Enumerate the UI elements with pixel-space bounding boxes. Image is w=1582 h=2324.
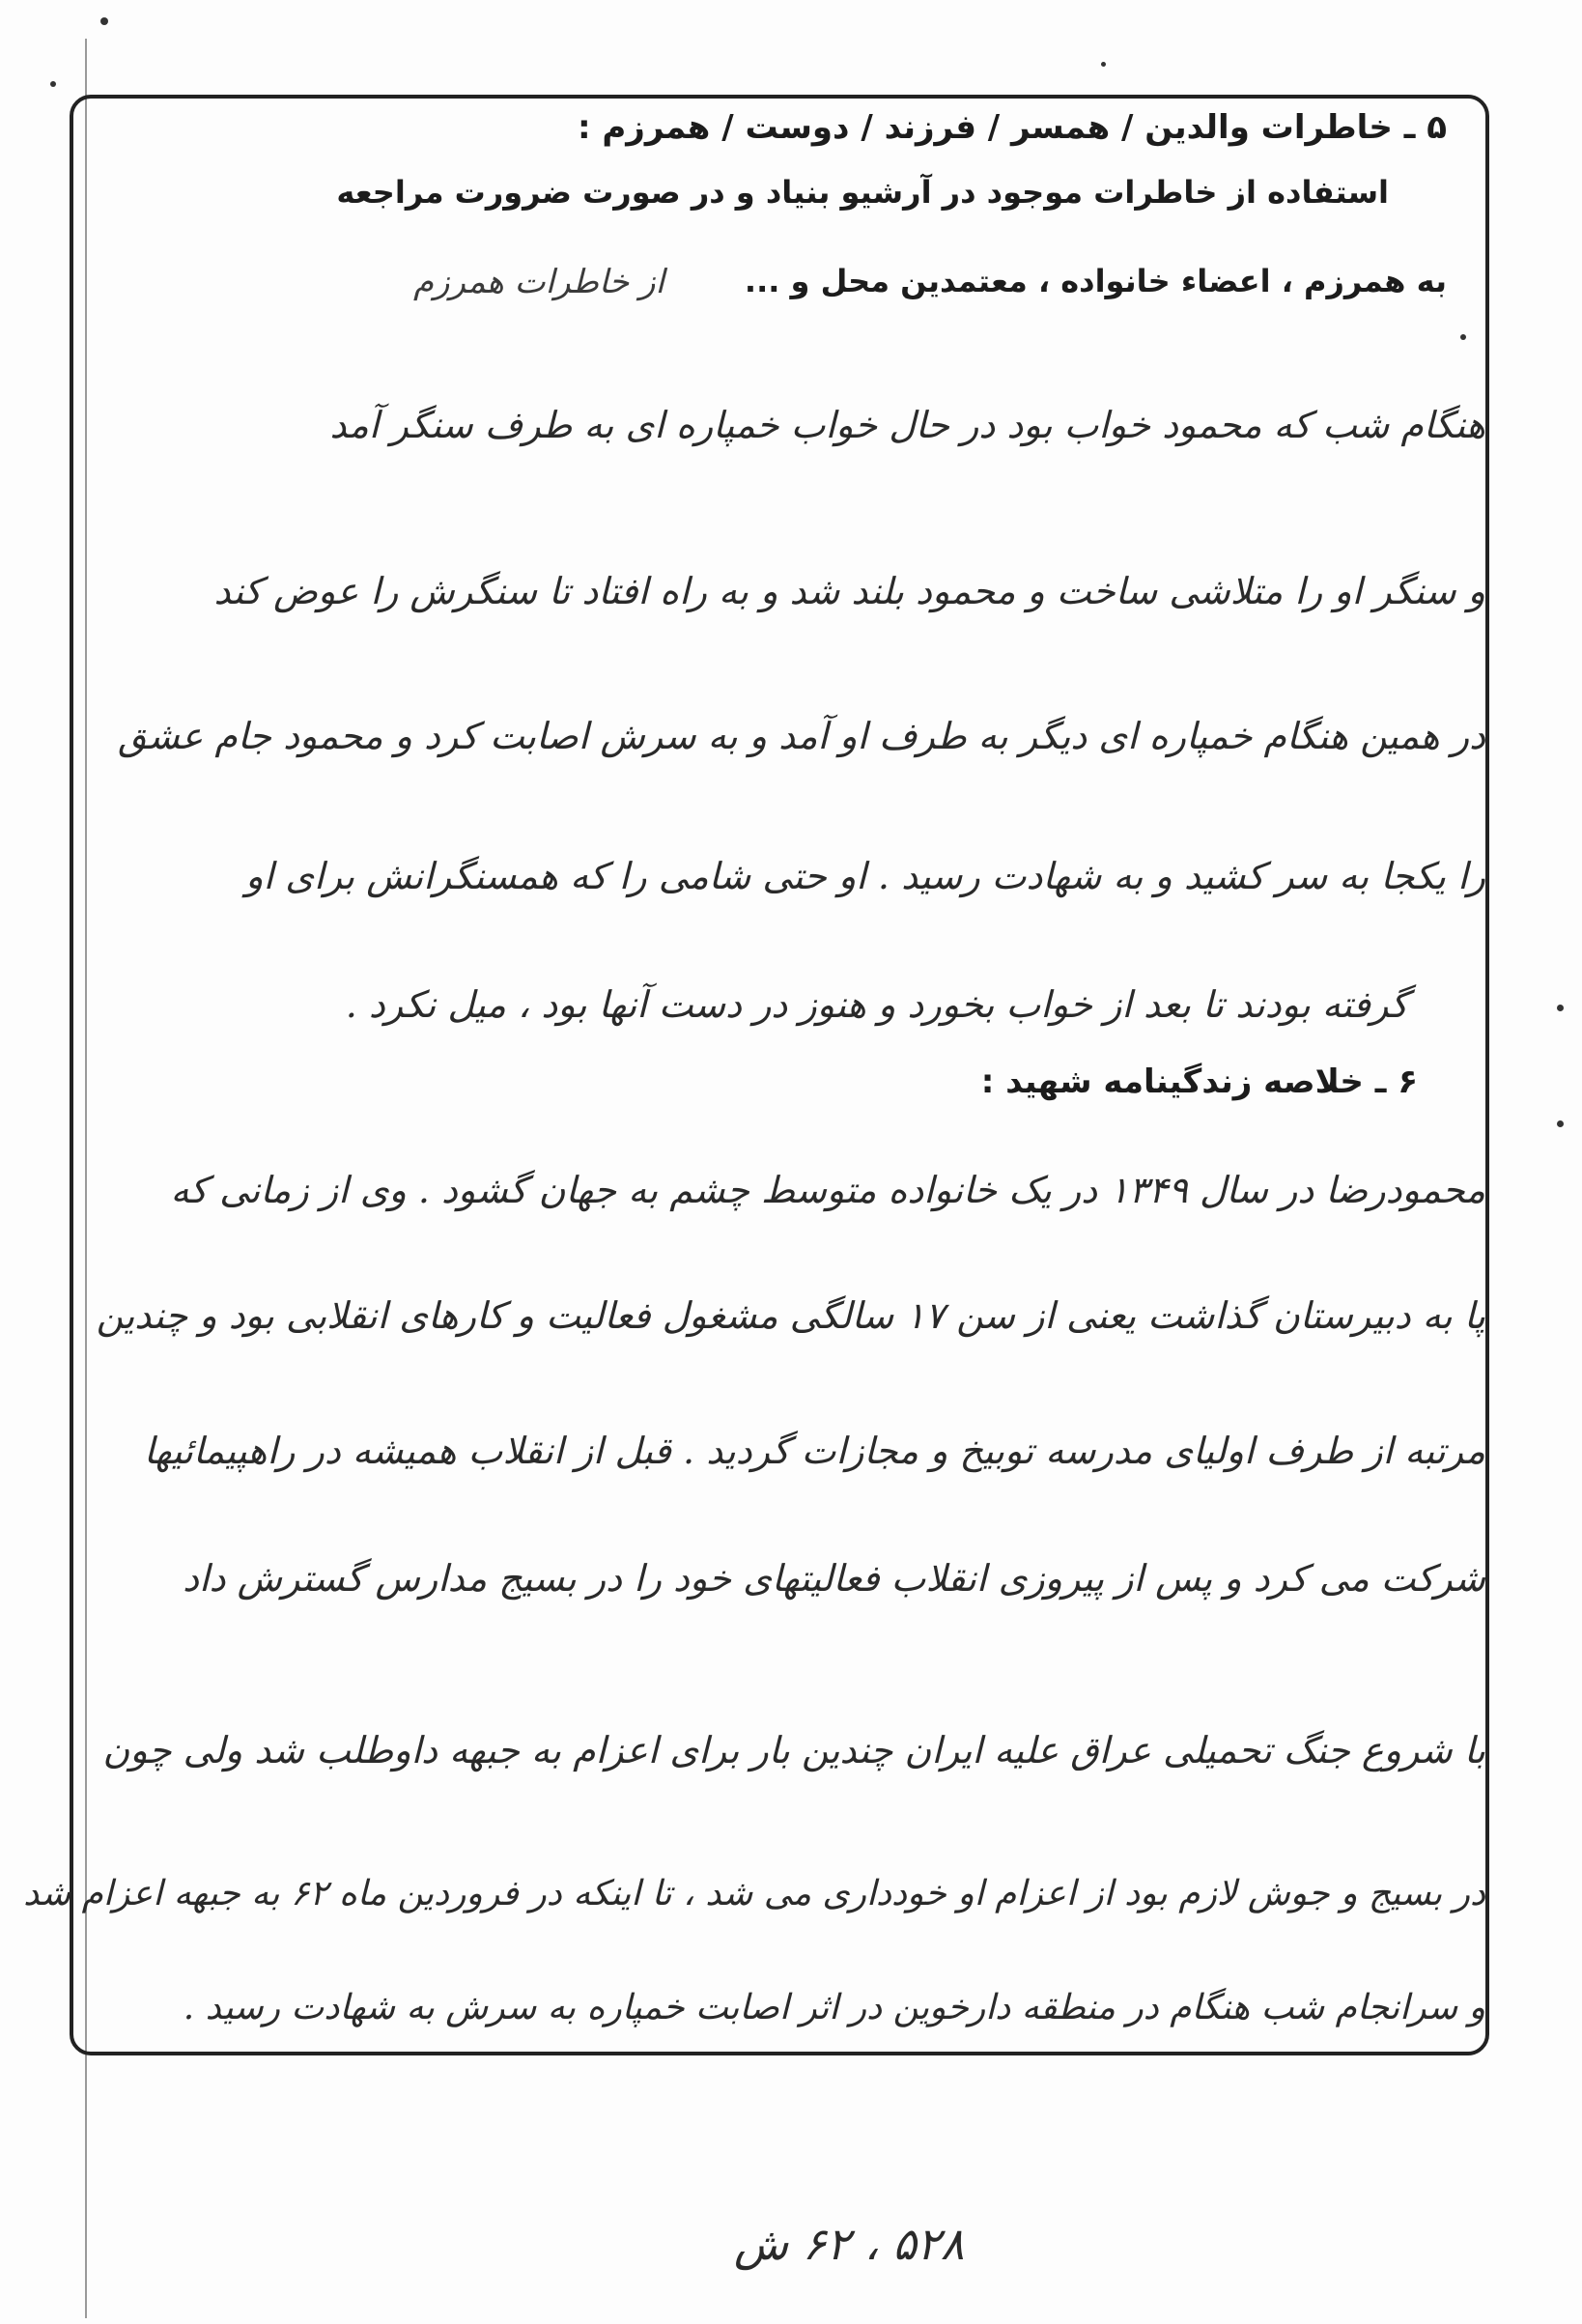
memory-line: در همین هنگام خمپاره ای دیگر به طرف او آمد و به سرش اصابت کرد و محمود جام عشق xyxy=(118,715,1485,757)
scan-speck xyxy=(1101,62,1106,67)
memory-line: گرفته بودند تا بعد از خواب بخورد و هنوز در دست آنها بود ، میل نکرد . xyxy=(345,983,1408,1026)
section6-heading: ۶ ـ خلاصه زندگینامه شهید : xyxy=(980,1063,1418,1101)
bio-line: با شروع جنگ تحمیلی عراق علیه ایران چندین بار برای اعزام به جبهه داوطلب شد ولی چون xyxy=(102,1729,1485,1771)
scan-speck xyxy=(100,17,108,25)
bio-line: شرکت می کرد و پس از پیروزی انقلاب فعالیتهای خود را در بسیج مدارس گسترش داد xyxy=(183,1557,1485,1600)
scan-speck xyxy=(1557,1005,1564,1011)
handwritten-archive-code: ۵۲۸ ، ۶۲ ش xyxy=(734,2218,965,2270)
section5-heading: ۵ ـ خاطرات والدین / همسر / فرزند / دوست / همرزم : xyxy=(577,108,1447,147)
bio-line: مرتبه از طرف اولیای مدرسه توبیخ و مجازات گردید . قبل از انقلاب همیشه در راهپیمائیها xyxy=(143,1430,1485,1472)
scan-speck xyxy=(50,81,56,87)
memory-line: را یکجا به سر کشید و به شهادت رسید . او حتی شامی را که همسنگرانش برای او xyxy=(245,855,1485,897)
bio-line: در بسیج و جوش لازم بود از اعزام او خودداری می شد ، تا اینکه در فروردین ماه ۶۲ به جبهه اعزام شد xyxy=(23,1874,1485,1913)
memory-line: و سنگر او را متلاشی ساخت و محمود بلند شد و به راه افتاد تا سنگرش را عوض کند xyxy=(213,570,1485,612)
bio-line: و سرانجام شب هنگام در منطقه دارخوین در اثر اصابت خمپاره به سرش به شهادت رسید . xyxy=(183,1988,1485,2027)
memory-line: هنگام شب که محمود خواب بود در حال خواب خمپاره ای به طرف سنگر آمد xyxy=(329,404,1485,446)
section5-instruction-line1: استفاده از خاطرات موجود در آرشیو بنیاد و در صورت ضرورت مراجعه xyxy=(336,174,1389,211)
scan-speck xyxy=(1557,1120,1564,1127)
handwritten-source-note: از خاطرات همرزم xyxy=(413,263,664,301)
bio-line: پا به دبیرستان گذاشت یعنی از سن ۱۷ سالگی مشغول فعالیت و کارهای انقلابی بود و چندین xyxy=(96,1294,1485,1337)
bio-line: محمودرضا در سال ۱۳۴۹ در یک خانواده متوسط چشم به جهان گشود . وی از زمانی که xyxy=(170,1169,1485,1211)
section5-instruction-line2: به همرزم ، اعضاء خانواده ، معتمدین محل و ... xyxy=(744,263,1447,299)
